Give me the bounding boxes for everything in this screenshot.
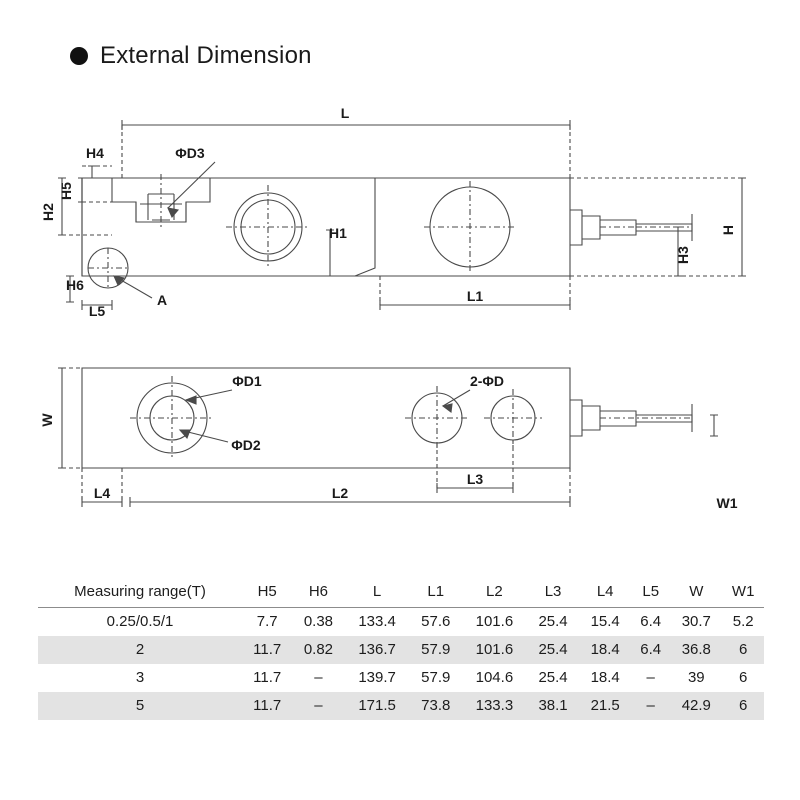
- cell-L4: 21.5: [590, 697, 620, 714]
- cell-H6: 0.38: [303, 613, 334, 631]
- cell-L: 136.7: [358, 641, 396, 658]
- col-header-W: W: [670, 578, 722, 608]
- cell-H6: 0.82: [303, 641, 334, 658]
- label-H2: H2: [40, 203, 56, 221]
- col-header-L2: L2: [462, 578, 527, 608]
- label-D2: ΦD2: [231, 437, 261, 453]
- cell-W1: 6: [739, 641, 748, 658]
- cell-range: 2: [135, 641, 145, 658]
- label-D3: ΦD3: [175, 145, 205, 161]
- label-H3: H3: [675, 246, 691, 264]
- cell-L5: –: [646, 669, 655, 686]
- label-H4: H4: [86, 145, 104, 161]
- cell-L4: 18.4: [590, 669, 620, 686]
- cell-W1: 6: [739, 669, 748, 686]
- label-L1: L1: [466, 288, 484, 304]
- label-A: A: [156, 292, 168, 308]
- load-cell-dimension-drawing: [0, 90, 800, 560]
- col-header-L: L: [344, 578, 409, 608]
- cell-W: 42.9: [681, 697, 711, 714]
- cell-L1: 57.6: [421, 613, 451, 631]
- cell-L2: 104.6: [475, 669, 514, 686]
- cell-L2: 101.6: [475, 641, 514, 658]
- cell-L1: 73.8: [421, 697, 451, 714]
- cell-L5: 6.4: [640, 613, 662, 631]
- cell-L5: –: [646, 697, 655, 714]
- cell-L2: 133.3: [475, 697, 514, 714]
- table-row: [38, 692, 764, 720]
- cell-range: 3: [135, 669, 145, 686]
- cell-H6: –: [314, 697, 323, 714]
- cell-W: 36.8: [681, 641, 711, 658]
- col-header-H5: H5: [242, 578, 292, 608]
- cell-L3: 38.1: [538, 697, 568, 714]
- cell-H6: –: [314, 669, 323, 686]
- label-D1: ΦD1: [232, 373, 262, 389]
- table-row: [38, 636, 764, 664]
- dimension-table: [38, 578, 764, 720]
- col-header-W1: W1: [722, 578, 764, 608]
- cell-W1: 6: [739, 697, 748, 714]
- cell-L2: 101.6: [475, 613, 514, 631]
- label-H6: H6: [66, 277, 84, 293]
- col-header-measuring-range: Measuring range(T): [38, 578, 242, 608]
- page-title: External Dimension: [100, 42, 312, 69]
- cell-L1: 57.9: [421, 669, 451, 686]
- label-L4: L4: [93, 485, 111, 501]
- spec-table-wrapper: [38, 578, 764, 720]
- table-header-row: [38, 578, 764, 608]
- cell-L: 139.7: [358, 669, 396, 686]
- technical-drawing: [0, 90, 800, 560]
- label-W: W: [39, 413, 55, 427]
- col-header-H6: H6: [292, 578, 344, 608]
- col-header-L5: L5: [631, 578, 670, 608]
- label-L: L: [340, 105, 350, 121]
- cell-L3: 25.4: [538, 613, 568, 631]
- table-row: [38, 664, 764, 692]
- cell-range: 0.25/0.5/1: [106, 613, 174, 631]
- cell-L: 171.5: [358, 697, 396, 714]
- label-H1: H1: [329, 225, 347, 241]
- cell-range: 5: [135, 697, 145, 714]
- label-W1: W1: [716, 495, 738, 511]
- filled-circle-icon: [70, 47, 88, 65]
- cell-H5: 11.7: [253, 697, 282, 714]
- table-body: [38, 608, 764, 720]
- label-L2: L2: [331, 485, 349, 501]
- cell-L4: 15.4: [590, 613, 620, 631]
- cell-L1: 57.9: [421, 641, 451, 658]
- col-header-L4: L4: [579, 578, 631, 608]
- col-header-L3: L3: [527, 578, 579, 608]
- cell-H5: 11.7: [253, 641, 282, 658]
- cell-L3: 25.4: [538, 641, 568, 658]
- cell-L5: 6.4: [640, 641, 662, 658]
- cell-H5: 7.7: [256, 613, 278, 631]
- label-H: H: [720, 224, 736, 236]
- table-row: [38, 608, 764, 636]
- label-H5: H5: [58, 182, 74, 200]
- cell-L4: 18.4: [590, 641, 620, 658]
- cell-H5: 11.7: [253, 669, 282, 686]
- table-header: [38, 578, 764, 608]
- label-L3: L3: [466, 471, 484, 487]
- cell-W1: 5.2: [732, 613, 754, 631]
- col-header-L1: L1: [410, 578, 462, 608]
- cell-L3: 25.4: [538, 669, 568, 686]
- label-2-D: 2-ΦD: [469, 373, 505, 389]
- page-header: [70, 42, 312, 70]
- cell-W: 30.7: [681, 613, 711, 631]
- label-L5: L5: [88, 303, 106, 319]
- cell-L: 133.4: [358, 613, 396, 631]
- cell-W: 39: [687, 669, 705, 686]
